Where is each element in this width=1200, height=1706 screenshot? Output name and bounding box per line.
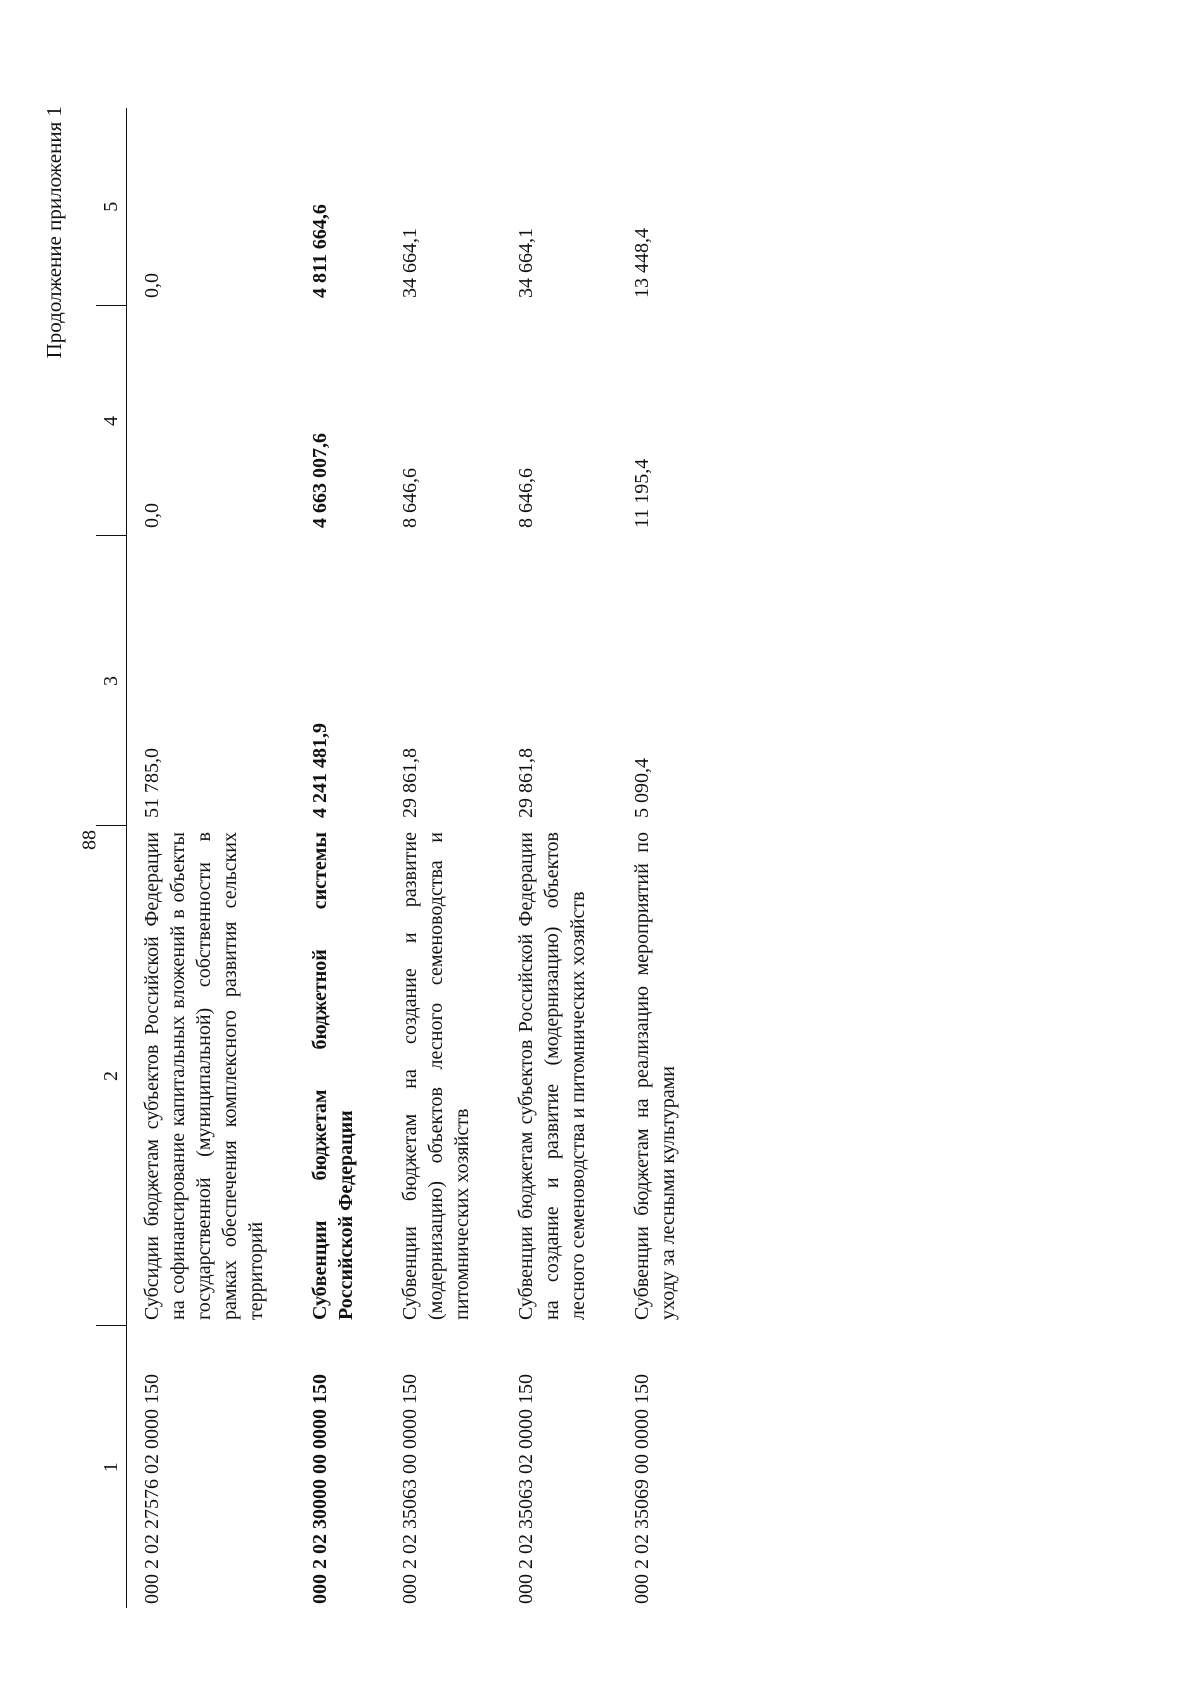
amount-col3-cell: 5 090,4 [631,758,653,818]
revenue-name-cell: Субвенции бюджетам на реализацию мероприятий по уходу за лесными культурами [631,832,679,1320]
budget-code-cell: 000 2 02 35063 02 0000 150 [515,1374,537,1604]
revenue-name-cell: Субвенции бюджетам на создание и развитие (модернизацию) объектов лесного семеноводства и питомнических хозяйств [399,832,473,1320]
amount-col5-cell: 13 448,4 [631,228,653,298]
amount-col5-cell: 34 664,1 [399,228,421,298]
budget-table [96,108,707,1608]
revenue-name-cell: Субсидии бюджетам субъектов Российской Федерации на софинансирование капитальных вложений в объекты государственной (муниципальной) собственности в рамках обеспечения комплексного развития сельских территорий [141,832,267,1320]
amount-col4-cell: 0,0 [141,503,163,528]
budget-code-cell: 000 2 02 30000 00 0000 150 [309,1374,331,1604]
table-row [385,108,501,1608]
amount-col3-cell: 29 861,8 [515,748,537,818]
column-header-2: 2 [96,826,127,1326]
revenue-name-cell: Субвенции бюджетам бюджетной системы Российской Федерации [309,832,357,1320]
amount-col5-cell: 34 664,1 [515,228,537,298]
budget-code-cell: 000 2 02 35063 00 0000 150 [399,1374,421,1604]
table-row [501,108,617,1608]
budget-code-cell: 000 2 02 35069 00 0000 150 [631,1374,653,1604]
column-header-5: 5 [96,108,127,306]
amount-col5-cell: 4 811 664,6 [309,204,331,298]
amount-col4-cell: 11 195,4 [631,458,653,528]
revenue-name-cell: Субвенции бюджетам субъектов Российской Федерации на создание и развитие (модернизацию) объектов лесного семеноводства и питомнических хозяйств [515,832,589,1320]
amount-col5-cell: 0,0 [141,273,163,298]
amount-col3-cell: 4 241 481,9 [309,723,331,818]
table-row [617,108,707,1608]
column-header-1: 1 [96,1326,127,1608]
amount-col4-cell: 8 646,6 [515,468,537,528]
rotated-page-content [0,86,1160,1706]
amount-col4-cell: 4 663 007,6 [309,433,331,528]
table-row [127,108,296,1608]
budget-code-cell: 000 2 02 27576 02 0000 150 [141,1374,163,1604]
column-header-4: 4 [96,306,127,536]
amount-col3-cell: 29 861,8 [399,748,421,818]
page-number: 88 [78,830,101,850]
amount-col4-cell: 8 646,6 [399,468,421,528]
column-number-row [96,108,127,1608]
amount-col3-cell: 51 785,0 [141,748,163,818]
continuation-heading: Продолжение приложения 1 [42,106,66,359]
table-row [295,108,385,1608]
column-header-3: 3 [96,536,127,826]
